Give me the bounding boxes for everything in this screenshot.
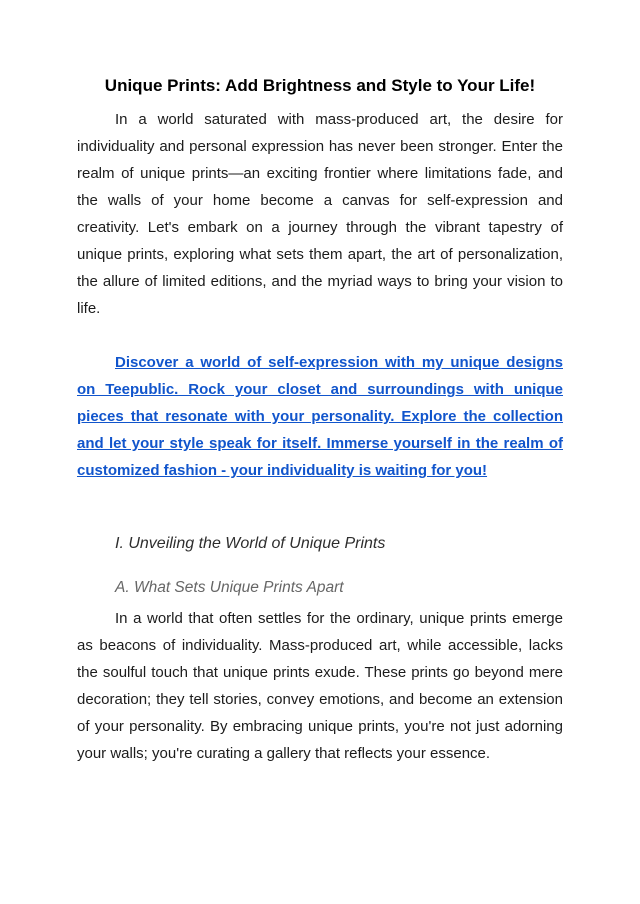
- teepublic-link[interactable]: Discover a world of self-expression with my unique designs on Teepublic. Rock your closet and surroundings with unique pieces that resonate with your personality. Explore the collection and let your style speak for itself. Immerse yourself in the realm of customized fashion - your individuality is waiting for you!: [77, 354, 563, 479]
- document-title: Unique Prints: Add Brightness and Style to Your Life!: [104, 76, 536, 95]
- subsection-heading-what-sets-apart: A. What Sets Unique Prints Apart: [115, 579, 344, 596]
- section-heading-unveiling: I. Unveiling the World of Unique Prints: [115, 535, 386, 552]
- intro-paragraph: In a world saturated with mass-produced art, the desire for individuality and personal expression has never been stronger. Enter the realm of unique prints—an exciting frontier where limitations fade, and the walls of your home become a canvas for self-expression and creativity. Let's embark on a journey through the vibrant tapestry of unique prints, exploring what sets them apart, the art of personalization, the allure of limited editions, and the myriad ways to bring your vision to life.: [77, 111, 563, 317]
- teepublic-link-paragraph: [77, 349, 563, 484]
- body-paragraph: In a world that often settles for the ordinary, unique prints emerge as beacons of individuality. Mass-produced art, while accessible, lacks the soulful touch that unique prints exude. These prints go beyond mere decoration; they tell stories, convey emotions, and become an extension of your personality. By embracing unique prints, you're not just adorning your walls; you're curating a gallery that reflects your essence.: [77, 610, 563, 762]
